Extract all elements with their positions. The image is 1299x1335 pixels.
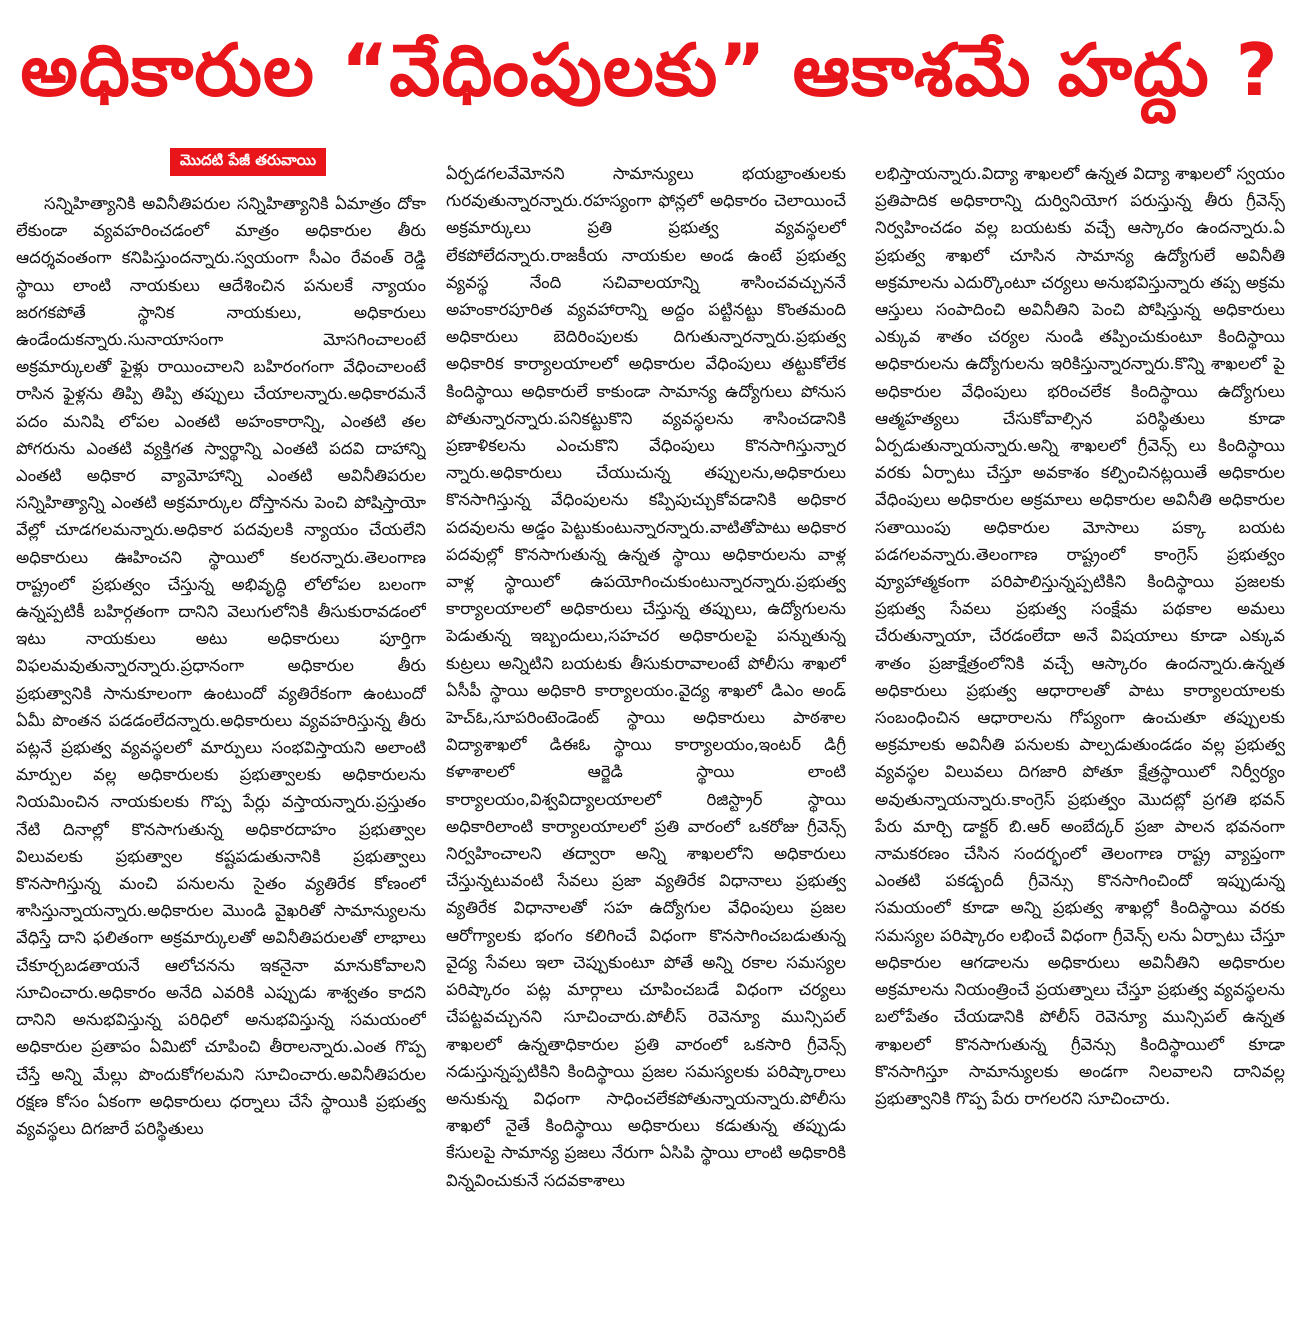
headline: అధికారుల “వేధింపులకు” ఆకాశమే హద్దు ? [20,28,1279,112]
article-column-1 [16,190,426,1330]
article-column-2 [446,160,846,1330]
continued-from-front-page-label: మొదటి పేజీ తరువాయి [170,148,326,176]
column-2-text: ఏర్పడగలవేమోనని సామాన్యులు భయభ్రాంతులకు గురవుతున్నారన్నారు.రహస్యంగా ఫోన్లలో అధికారం చెలాయించే అక్రమార్కులు ప్రతి ప్రభుత్వ వ్యవస్థలలో లేకపోలేదన్నారు.రాజకీయ నాయకుల అండ ఉంటే ప్రభుత్వ వ్యవస్థ నేంది సచివాలయాన్ని శాసించవచ్చుననే అహంకారపూరిత వ్యవహారాన్ని అద్దం పట్టినట్టు కొంతమంది అధికారులు బెదిరింపులకు దిగుతున్నారన్నారు.ప్రభుత్వ అధికారిక కార్యాలయాలలో అధికారుల వేధింపులు తట్టుకోలేక కిందిస్థాయి అధికారులే కాకుండా సామాన్య ఉద్యోగులు పోనుస పోతున్నారన్నారు.పనికట్టుకొని వ్యవస్థలను శాసించడానికి ప్రణాళికలను ఎంచుకొని వేధింపులు కొనసాగిస్తున్నార న్నారు.అధికారులు చేయుచున్న తప్పులను,అధికారులు కొనసాగిస్తున్న వేధింపులను కప్పిపుచ్చుకోవడానికి అధికార పదవులను అడ్డం పెట్టుకుంటున్నారన్నారు.వాటితోపాటు అధికార పదవుల్లో కొనసాగుతున్న ఉన్నత స్థాయి అధికారులను వాళ్ల వాళ్ల స్థాయిలో ఉపయోగించుకుంటున్నారన్నారు.ప్రభుత్వ కార్యాలయాలలో అధికారులు చేస్తున్న తప్పులు, ఉద్యోగులను పెడుతున్న ఇబ్బందులు,సహచర అధికారులపై పన్నుతున్న కుట్రలు అన్నిటిని బయటకు తీసుకురావాలంటే పోలీసు శాఖలో ఏసీపీ స్థాయి అధికారి కార్యాలయం.వైద్య శాఖలో డిఎం అండ్ హెచ్ఓ,సూపరింటెండెంట్ స్థాయి అధికారులు పాఠశాల విద్యాశాఖలో డిఈఓ స్థాయి కార్యాలయం,ఇంటర్ డిగ్రీ కళాశాలలో ఆర్జెడి స్థాయి లాంటి కార్యాలయం,విశ్వవిద్యాలయాలలో రిజిస్ట్రార్ స్థాయి అధికారిలాంటి కార్యాలయాలలో ప్రతి వారంలో ఒకరోజు గ్రీవెన్స్ నిర్వహించాలని తద్వారా అన్ని శాఖలలోని అధికారులు చేస్తున్నటువంటి సేవలు ప్రజా వ్యతిరేక విధానాలు ప్రభుత్వ వ్యతిరేక విధానాలతో సహ ఉద్యోగుల వేధింపులు ప్రజల ఆరోగ్యాలకు భంగం కలిగించే విధంగా కొనసాగించబడుతున్న వైద్య సేవలు ఇలా చెప్పుకుంటూ పోతే అన్ని రకాల సమస్యల పరిష్కారం పట్ల మార్గాలు చూపించబడే విధంగా చర్యలు చేపట్టవచ్చునని సూచించారు.పోలీస్ రెవెన్యూ మున్సిపల్ శాఖలలో ఉన్నతాధికారుల ప్రతి వారంలో ఒకసారి గ్రీవెన్స్ నడుస్తున్నప్పటికిని కిందిస్థాయి ప్రజల సమస్యలకు పరిష్కారాలు అనుకున్న విధంగా సాధించలేకపోతున్నాయన్నారు.పోలీసు శాఖలో నైతే కిందిస్థాయి అధికారులు కడుతున్న తప్పుడు కేసులపై సామాన్య ప్రజలు నేరుగా ఏసిపి స్థాయి లాంటి అధికారికి విన్నవించుకునే సదవకాశాలు [446,164,846,1190]
headline-area [0,0,1299,140]
column-1-text: సన్నిహిత్యానికి అవినీతిపరుల సన్నిహిత్యానికి ఏమాత్రం దోకా లేకుండా వ్యవహరించడంలో మాత్రం అధికారుల తీరు ఆదర్శవంతంగా కనిపిస్తుందన్నారు.స్వయంగా సీఎం రేవంత్ రెడ్డి స్థాయి లాంటి నాయకులు ఆదేశించిన పనులకే న్యాయం జరగకపోతే స్థానిక నాయకులు, అధికారులు ఉండేందుకన్నారు.సునాయాసంగా మోసగించాలంటే అక్రమార్కులతో ఫైళ్లు రాయించాలని బహిరంగంగా వేధించాలంటే రాసిన ఫైళ్లను తిప్పి తిప్పి తప్పులు చేయాలన్నారు.అధికారమనే పదం మనిషి లోపల ఎంతటి అహంకారాన్ని, ఎంతటి తల పోగరును ఎంతటి వ్యక్తిగత స్వార్థాన్ని ఎంతటి పదవి దాహాన్ని ఎంతటి అధికార వ్యామోహాన్ని ఎంతటి అవినీతిపరుల సన్నిహిత్యాన్ని ఎంతటి అక్రమార్కుల దోస్తానను పెంచి పోషిస్తాయో వేల్లో చూడగలమన్నారు.అధికార పదవులకి న్యాయం చేయలేని అధికారులు ఊహించని స్థాయిలో కలరన్నారు.తెలంగాణ రాష్ట్రంలో ప్రభుత్వం చేస్తున్న అభివృద్ధి లోలోపల బలంగా ఉన్నప్పటికీ బహిర్గతంగా దానిని వెలుగులోనికి తీసుకురావడంలో ఇటు నాయకులు అటు అధికారులు పూర్తిగా విఫలమవుతున్నారన్నారు.ప్రధానంగా అధికారుల తీరు ప్రభుత్వానికి సానుకూలంగా ఉంటుందో వ్యతిరేకంగా ఉంటుందో ఏమీ పొంతన పడడంలేదన్నారు.అధికారులు వ్యవహరిస్తున్న తీరు పట్లనే ప్రభుత్వ వ్యవస్థలలో మార్పులు సంభవిస్తాయని అలాంటి మార్పుల వల్ల అధికారులకు ప్రభుత్వాలకు అధికారులను నియమించిన నాయకులకు గొప్ప పేర్లు వస్తాయన్నారు.ప్రస్తుతం నేటి దినాల్లో కొనసాగుతున్న అధికారదాహం ప్రభుత్వాల విలువలకు ప్రభుత్వాల కష్టపడుతునానికి ప్రభుత్వాలు కొనసాగిస్తున్న మంచి పనులను సైతం వ్యతిరేక కోణంలో శాసిస్తున్నాయన్నారు.అధికారుల మొండి వైఖరితో సామాన్యులను వేధిస్తే దాని ఫలితంగా అక్రమార్కులతో అవినీతిపరులతో లాభాలు చేకూర్చబడతాయనే ఆలోచనను ఇకనైనా మానుకోవాలని సూచించారు.అధికారం అనేది ఎవరికి ఎప్పుడు శాశ్వతం కాదని దానిని అనుభవిస్తున్న పరిధిలో అనుభవిస్తున్న సమయంలో అధికారుల ప్రతాపం ఏమిటో చూపించి తీరాలన్నారు.ఎంత గొప్ప చేస్తే అన్ని మేల్లు పొందుకోగలమని సూచించారు.అవినీతిపరుల రక్షణ కోసం ఏకంగా అధికారులు ధర్నాలు చేసే స్థాయికి ప్రభుత్వ వ్యవస్థలు దిగజారే పరిస్థితులు [16,194,426,1138]
column-3-text: లభిస్తాయన్నారు.విద్యా శాఖలలో ఉన్నత విద్యా శాఖలలో స్వయం ప్రతిపాదిక అధికారాన్ని దుర్వినియోగ పరుస్తున్న తీరు గ్రీవెన్స్ నిర్వహించడం వల్ల బయటకు వచ్చే ఆస్కారం ఉందన్నారు.ఏ ప్రభుత్వ శాఖలో చూసిన సామాన్య ఉద్యోగులే అవినీతి అక్రమాలను ఎదుర్కొంటూ చర్యలు అనుభవిస్తున్నారు తప్ప అక్రమ ఆస్తులు సంపాదించి అవినీతిని పెంచి పోషిస్తున్న అధికారులు ఎక్కువ శాతం చర్యల నుండి తప్పించుకుంటూ కిందిస్థాయి అధికారులను ఉద్యోగులను ఇరికిస్తున్నారన్నారు.కొన్ని శాఖలలో పై అధికారుల వేధింపులు భరించలేక కిందిస్థాయి ఉద్యోగులు ఆత్మహత్యలు చేసుకోవాల్సిన పరిస్థితులు కూడా ఏర్పడుతున్నాయన్నారు.అన్ని శాఖలలో గ్రీవెన్స్ లు కిందిస్థాయి వరకు ఏర్పాటు చేస్తూ అవకాశం కల్పించినట్లయితే అధికారుల వేధింపులు అధికారుల అక్రమాలు అధికారుల అవినీతి అధికారుల సతాయింపు అధికారుల మోసాలు పక్కా బయట పడగలవన్నారు.తెలంగాణ రాష్ట్రంలో కాంగ్రెస్ ప్రభుత్వం వ్యూహాత్మకంగా పరిపాలిస్తున్నప్పటికిని కిందిస్థాయి ప్రజలకు ప్రభుత్వ సేవలు ప్రభుత్వ సంక్షేమ పథకాల అమలు చేరుతున్నాయా, చేరడంలేదా అనే విషయాలు కూడా ఎక్కువ శాతం ప్రజాక్షేత్రంలోనికి వచ్చే ఆస్కారం ఉందన్నారు.ఉన్నత అధికారులు ప్రభుత్వ ఆధారాలతో పాటు కార్యాలయాలకు సంబంధించిన ఆధారాలను గోప్యంగా ఉంచుతూ తప్పులకు అక్రమాలకు అవినీతి పనులకు పాల్పడుతుండడం వల్ల ప్రభుత్వ వ్యవస్థల విలువలు దిగజారి పోతూ క్షేత్రస్థాయిలో నిర్వీర్యం అవుతున్నాయన్నారు.కాంగ్రెస్ ప్రభుత్వం మొదట్లో ప్రగతి భవన్ పేరు మార్చి డాక్టర్ బి.ఆర్ అంబేద్కర్ ప్రజా పాలన భవనంగా నామకరణం చేసిన సందర్భంలో తెలంగాణ రాష్ట్ర వ్యాప్తంగా ఎంతటి పకడ్బందీ గ్రీవెన్సు కొనసాగించిందో ఇప్పుడున్న సమయంలో కూడా అన్ని ప్రభుత్వ శాఖల్లో కిందిస్థాయి వరకు సమస్యల పరిష్కారం లభించే విధంగా గ్రీవెన్స్ లను ఏర్పాటు చేస్తూ అధికారుల ఆగడాలను అధికారులు అవినీతిని అధికారుల అక్రమాలను నియంత్రించే ప్రయత్నాలు చేస్తూ ప్రభుత్వ వ్యవస్థలను బలోపేతం చేయడానికి పోలీస్ రెవెన్యూ మున్సిపల్ ఉన్నత శాఖలలో కొనసాగుతున్న గ్రీవెన్సు కిందిస్థాయిలో కూడా కొనసాగిస్తూ సామాన్యులకు అండగా నిలవాలని దానివల్ల ప్రభుత్వానికి గొప్ప పేరు రాగలరని సూచించారు. [875,164,1285,1108]
article-column-3 [875,160,1285,1330]
